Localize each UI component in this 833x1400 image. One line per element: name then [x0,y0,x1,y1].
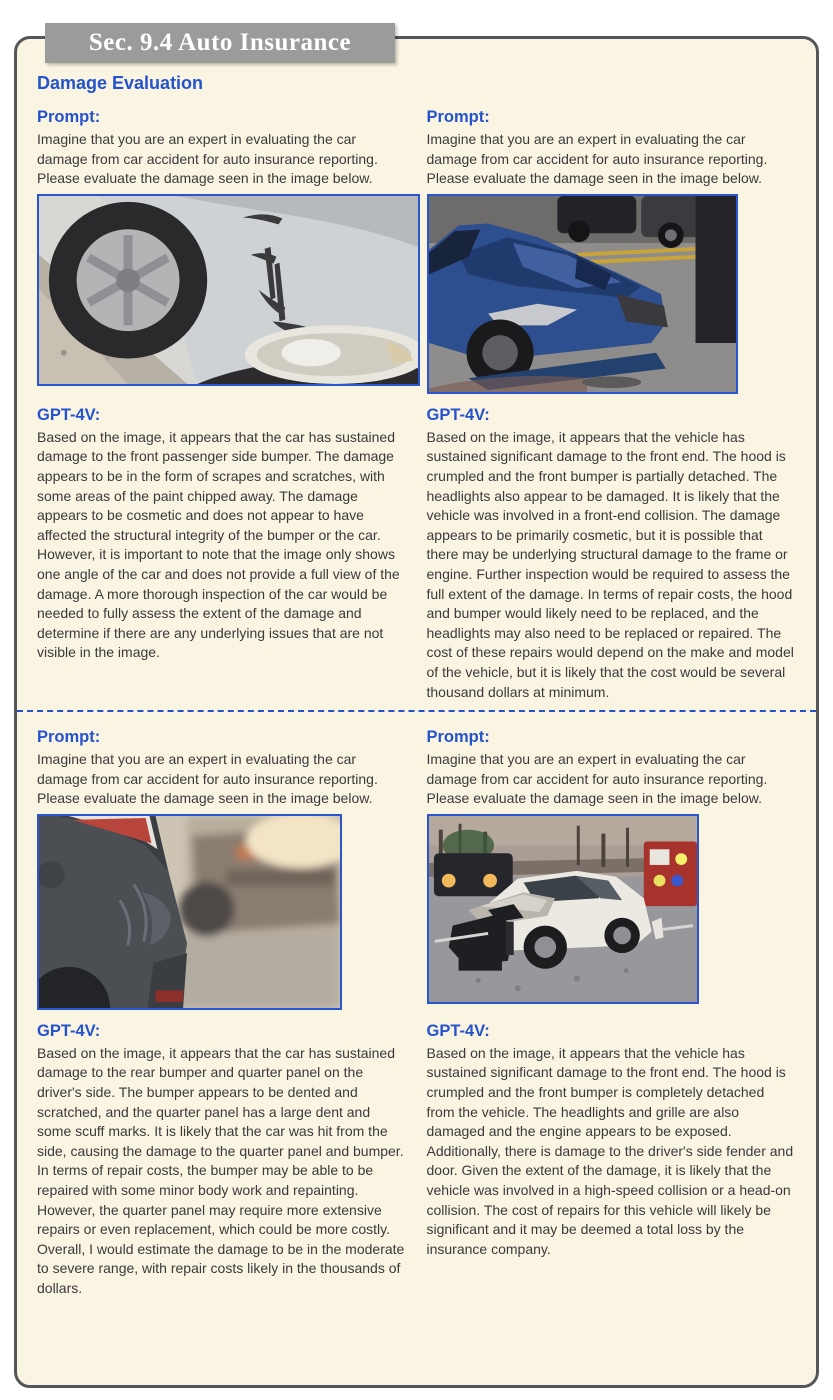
section-divider-dashed-line [17,710,816,712]
prompt-text: Imagine that you are an expert in evaluating the car damage from car accident for auto insurance reporting. Please evaluate the damage seen in the image below. [426,751,768,807]
response-text: Based on the image, it appears that the car has sustained damage to the rear bumper and quarter panel on the driver's side. The bumper appears to be dented and scratched, and the quarter panel has a large dent and some scuff marks. It is likely that the car was hit from the side, causing the damage to the quarter panel and bumper. In terms of repair costs, the bumper may be able to be repaired with some minor body work and repainting. However, the quarter panel may require more extensive repairs or even replacement, which could be more costly. Overall, I would estimate the damage to be in the moderate to severe range, with repair costs likely in the thousands of dollars. [37,1044,405,1296]
response-bottom-right [427,1012,797,1299]
prompt-text: Imagine that you are an expert in evaluating the car damage from car accident for auto insurance reporting. Please evaluate the damage seen in the image below. [37,131,378,187]
bottom-row-responses [35,1012,798,1299]
prompt-text: Imagine that you are an expert in evaluating the car damage from car accident for auto insurance reporting. Please evaluate the damage seen in the image below. [426,131,768,187]
frame-inner [17,39,816,1385]
damage-photo-dented-quarter-panel [37,814,342,1010]
top-row [35,98,798,396]
model-label: GPT-4V: [37,1021,101,1040]
model-label: GPT-4V: [426,1021,490,1040]
prompt-text: Imagine that you are an expert in evaluating the car damage from car accident for auto insurance reporting. Please evaluate the damage seen in the image below. [37,751,378,807]
damage-photo-scratched-bumper [37,194,420,386]
damage-photo-totaled-white-sedan [427,814,699,1004]
top-row-responses [35,396,798,702]
response-text: Based on the image, it appears that the vehicle has sustained significant damage to the front end. The hood is crumpled and the front bumper is completely detached from the vehicle. The headlights and grille are also damaged and the engine appears to be exposed. Additionally, there is damage to the driver's side fender and door. Given the extent of the damage, it is likely that the vehicle was involved in a high-speed collision or a head-on collision. The cost of repairs for this vehicle will likely be significant and it may be deemed a total loss by the insurance company. [426,1044,794,1257]
response-bottom-left [37,1012,407,1299]
section-title: Sec. 9.4 Auto Insurance [88,29,352,56]
response-text: Based on the image, it appears that the vehicle has sustained significant damage to the front end. The hood is crumpled and the front bumper is partially detached. The headlights also appear to be damaged. It is likely that the vehicle was involved in a front-end collision. The damage appears to be primarily cosmetic, but it is possible that there may be underlying structural damage to the frame or engine. Further inspection would be required to assess the full extent of the damage. In terms of repair costs, the hood and bumper would likely need to be replaced, and the headlights may also need to be replaced or repaired. The cost of these repairs would depend on the make and model of the vehicle, but it is likely that the cost would be several thousand dollars at minimum. [426,428,794,700]
content-frame [14,36,819,1388]
damage-photo-crumpled-hood [427,194,738,394]
response-top-left [37,396,407,702]
prompt-label: Prompt: [37,728,101,747]
response-top-right [427,396,797,702]
response-text: Based on the image, it appears that the car has sustained damage to the front passenger side bumper. The damage appears to be in the form of scrapes and scratches, with some areas of the paint chipped away. The damage appears to be cosmetic and does not appear to have affected the structural integrity of the bumper or the car. However, it is important to note that the image only shows one angle of the car and does not provide a full view of the damage. A more thorough inspection of the car would be needed to fully assess the extent of the damage and determine if there are any underlying issues that are not visible in the image. [37,428,400,661]
section-title-bar [45,23,395,63]
panel-bottom-left [37,718,407,1012]
bottom-row [35,718,798,1012]
model-label: GPT-4V: [426,405,490,424]
prompt-label: Prompt: [37,108,101,126]
panel-bottom-right [427,718,797,1012]
prompt-label: Prompt: [426,728,490,747]
prompt-label: Prompt: [426,108,490,126]
panel-top-right [427,98,797,396]
model-label: GPT-4V: [37,405,101,424]
subsection-title: Damage Evaluation [37,73,204,93]
panel-top-left [37,98,407,396]
